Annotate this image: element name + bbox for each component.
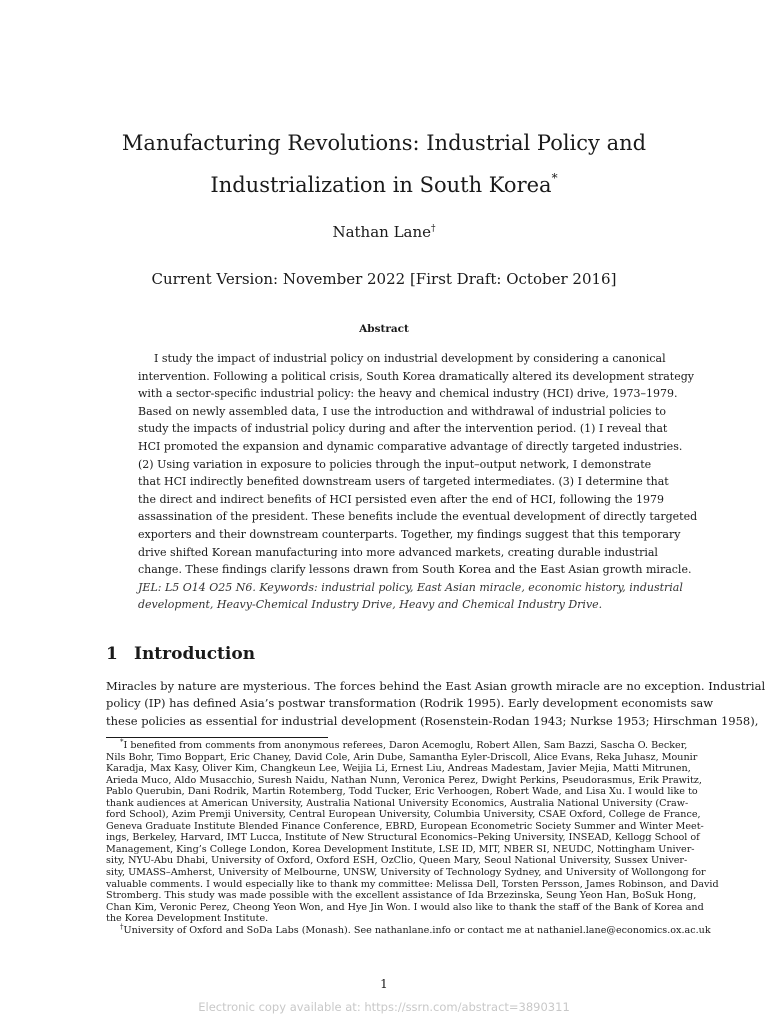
footnote-1-line: ings, Berkeley, Harvard, IMT Lucca, Institute of New Structural Economics–Peking University, INSEAD, Kellogg School of [106, 832, 700, 844]
abstract-line: change. These findings clarify lessons drawn from South Korea and the East Asian growth miracle. [138, 563, 692, 577]
footnote-1-line: the Korea Development Institute. [106, 913, 269, 925]
abstract-line: assassination of the president. These benefits include the eventual development of directly targeted [138, 510, 698, 524]
version-line: Current Version: November 2022 [First Draft: October 2016] [151, 270, 617, 288]
abstract-line: (2) Using variation in exposure to policies through the input–output network, I demonstrate [138, 457, 652, 471]
footnote-1-line: Pablo Querubin, Dani Rodrik, Martin Rotemberg, Todd Tucker, Eric Verhoogen, Robert Wade, and Lisa Xu. I would like to [106, 786, 698, 798]
page-number: 1 [380, 977, 388, 991]
footnote-1-marker: * [120, 737, 124, 746]
introduction-paragraph [106, 678, 766, 730]
abstract-line: the direct and indirect benefits of HCI persisted even after the end of HCI, following the 1979 [138, 492, 665, 506]
ssrn-watermark: Electronic copy available at: https://ssrn.com/abstract=3890311 [198, 1000, 570, 1014]
footnote-1-line: Stromberg. This study was made possible with the excellent assistance of Ida Brzezinska, Seung Yeon Han, BoSuk Hong, [106, 890, 697, 902]
abstract-line: I study the impact of industrial policy on industrial development by considering a canonical [154, 352, 666, 365]
footnote-1-line: Chan Kim, Veronic Perez, Cheong Yeon Won, and Hye Jin Won. I would also like to thank the staff of the Bank of Korea and [106, 901, 704, 913]
abstract-line: with a sector-specific industrial policy: the heavy and chemical industry (HCI) drive, 1973–1979. [138, 387, 678, 401]
abstract-heading: Abstract [359, 323, 409, 335]
footnotes [106, 737, 719, 936]
footnote-1-line: sity, UMASS–Amherst, University of Melbourne, UNSW, University of Technology Sydney, and University of Wollongong for [106, 867, 706, 879]
body-line: Miracles by nature are mysterious. The forces behind the East Asian growth miracle are no exception. Industrial [106, 679, 766, 693]
author [0, 221, 768, 243]
footnote-1-line [106, 737, 688, 752]
abstract-line: study the impacts of industrial policy during and after the intervention period. (1) I reveal that [138, 422, 668, 436]
body-line: policy (IP) has defined Asia’s postwar transformation (Rodrik 1995). Early development economists saw [106, 696, 714, 711]
author-footnote-marker[interactable]: † [431, 224, 436, 234]
section-heading-introduction [106, 643, 255, 665]
abstract-line: HCI promoted the expansion and dynamic comparative advantage of directly targeted industries. [138, 439, 683, 453]
keywords-line: JEL: L5 O14 O25 N6. Keywords: industrial policy, East Asian miracle, economic history, industrial [138, 580, 683, 594]
footnote-1-line: sity, NYU-Abu Dhabi, University of Oxford, Oxford ESH, OzClio, Queen Mary, Seoul National University, Sussex Univer- [106, 855, 688, 867]
title-line-2-text: Industrialization in South Korea [210, 173, 552, 197]
body-line: these policies as essential for industrial development (Rosenstein-Rodan 1943; Nurkse 1953; Hirschman 1958), [106, 713, 759, 728]
abstract-line: drive shifted Korean manufacturing into more advanced markets, creating durable industrial [138, 545, 658, 559]
keywords-line: development, Heavy-Chemical Industry Drive, Heavy and Chemical Industry Drive. [138, 598, 603, 612]
footnote-1-line: thank audiences at American University, Australia National University Economics, Australia National University (Craw- [106, 797, 689, 809]
footnote-2-line [106, 922, 711, 937]
footnote-1-line: Nils Bohr, Timo Boppart, Eric Chaney, David Cole, Arin Dube, Samantha Eyler-Driscoll, Alice Evans, Reka Juhasz, Mounir [106, 751, 698, 763]
footnote-1-line: Management, King’s College London, Korea Development Institute, LSE ID, MIT, NBER SI, NEUDC, Nottingham Univer- [106, 843, 695, 855]
paper-title [90, 122, 678, 206]
author-name: Nathan Lane [332, 223, 432, 241]
section-number: 1 [106, 644, 118, 664]
footnote-1-line: Karadja, Max Kasy, Oliver Kim, Changkeun Lee, Weijia Li, Ernest Liu, Andreas Madestam, Javier Mejia, Matti Mitrunen, [106, 763, 691, 775]
title-line-1: Manufacturing Revolutions: Industrial Policy and [121, 131, 647, 155]
footnote-divider [106, 737, 328, 738]
abstract-line: Based on newly assembled data, I use the introduction and withdrawal of industrial policies to [138, 404, 667, 418]
footnote-1-line: Geneva Graduate Institute Blended Finance Conference, EBRD, European Econometric Society Summer and Winter Meet- [106, 820, 704, 832]
abstract-line: that HCI indirectly benefited downstream users of targeted intermediates. (3) I determine that [138, 475, 669, 489]
footnote-1-line: valuable comments. I would especially like to thank my committee: Melissa Dell, Torsten Persson, James Robinson, and David [106, 878, 719, 890]
footnote-1-line: ford School), Azim Premji University, Central European University, Columbia University, CSAE Oxford, College de France, [106, 809, 701, 821]
footnote-1-text: I benefited from comments from anonymous referees, Daron Acemoglu, Robert Allen, Sam Bazzi, Sascha O. Becker, [123, 740, 688, 751]
footnote-1-line: Arieda Muco, Aldo Musacchio, Suresh Naidu, Nathan Nunn, Veronica Perez, Dwight Perkins, Pseudorasmus, Erik Prawitz, [106, 774, 702, 786]
abstract-line: exporters and their downstream counterparts. Together, my findings suggest that this temporary [138, 527, 681, 541]
abstract-body [138, 350, 698, 614]
footnote-2-text: University of Oxford and SoDa Labs (Monash). See nathanlane.info or contact me at nathaniel.lane@economics.ox.ac.uk [123, 924, 711, 936]
title-line-2 [90, 164, 678, 206]
footnote-2-marker: † [120, 922, 124, 931]
section-title: Introduction [134, 644, 256, 664]
abstract-line: intervention. Following a political crisis, South Korea dramatically altered its development strategy [138, 369, 694, 383]
title-footnote-marker[interactable]: * [551, 171, 558, 185]
